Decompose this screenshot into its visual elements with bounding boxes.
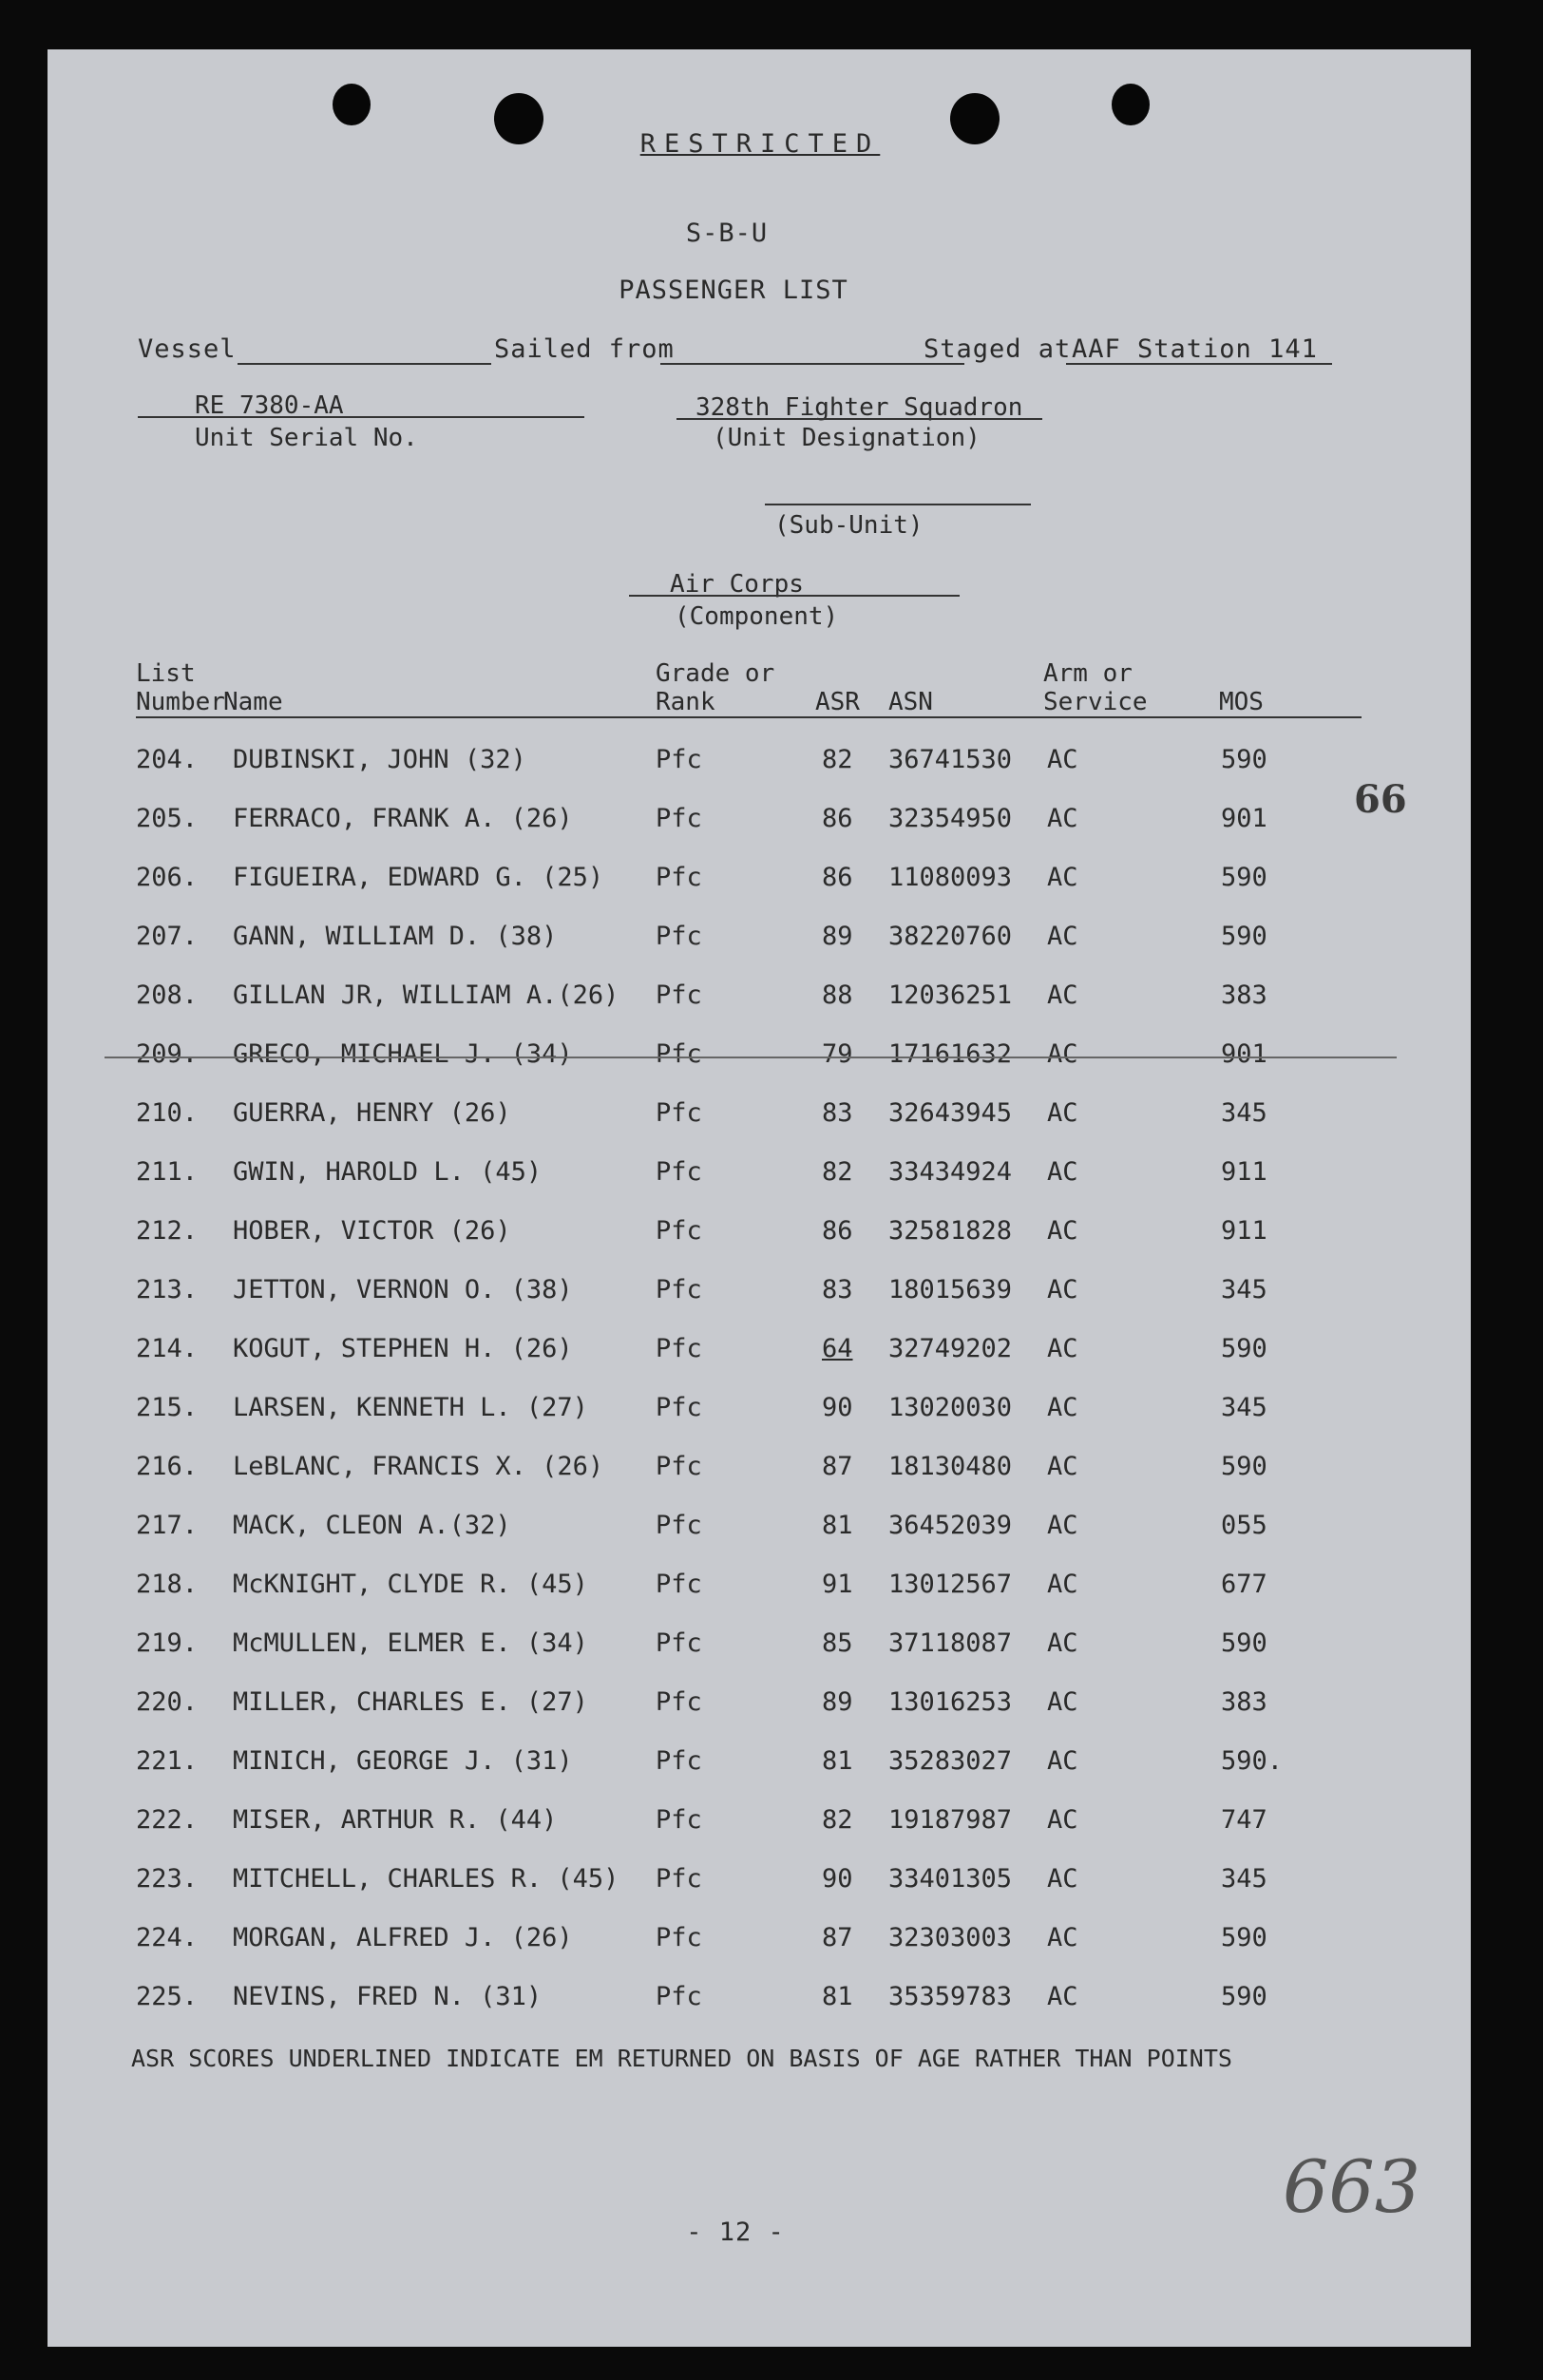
cell-mos: 383 — [1221, 981, 1267, 1010]
cell-asn: 13016253 — [888, 1687, 1013, 1717]
cell-passenger-name: GILLAN JR, WILLIAM A.(26) — [233, 981, 619, 1010]
cell-list-number: 207. — [136, 922, 199, 951]
cell-asr-score: 82 — [822, 745, 853, 774]
cell-list-number: 213. — [136, 1275, 199, 1304]
cell-arm-service: AC — [1047, 1098, 1078, 1128]
table-row — [48, 1746, 1471, 1784]
col-header-arm: Arm or Service — [1043, 659, 1148, 716]
cell-arm-service: AC — [1047, 922, 1078, 951]
cell-asn: 35359783 — [888, 1982, 1013, 2011]
cell-asn: 32581828 — [888, 1216, 1013, 1246]
table-row — [48, 745, 1471, 783]
cell-grade: Pfc — [656, 922, 702, 951]
table-row — [48, 1098, 1471, 1136]
cell-asn: 38220760 — [888, 922, 1013, 951]
cell-asr-score: 81 — [822, 1511, 853, 1540]
cell-arm-service: AC — [1047, 1746, 1078, 1776]
cell-list-number: 219. — [136, 1628, 199, 1658]
cell-arm-service: AC — [1047, 1628, 1078, 1658]
cell-passenger-name: JETTON, VERNON O. (38) — [233, 1275, 573, 1304]
cell-asn: 32643945 — [888, 1098, 1013, 1128]
col-header-asn: ASN — [888, 688, 933, 716]
cell-arm-service: AC — [1047, 1334, 1078, 1363]
cell-passenger-name: GANN, WILLIAM D. (38) — [233, 922, 558, 951]
cell-arm-service: AC — [1047, 1923, 1078, 1952]
cell-list-number: 217. — [136, 1511, 199, 1540]
table-row — [48, 1864, 1471, 1902]
table-row — [48, 1452, 1471, 1490]
cell-asr-score: 85 — [822, 1628, 853, 1658]
cell-grade: Pfc — [656, 1864, 702, 1894]
passenger-table — [48, 49, 1471, 2347]
document-code: S-B-U — [685, 219, 769, 248]
unit-serial-value: RE 7380-AA — [195, 391, 344, 420]
cell-mos: 677 — [1221, 1570, 1267, 1599]
cell-mos: 590 — [1221, 922, 1267, 951]
classification-heading: RESTRICTED — [639, 129, 881, 159]
cell-arm-service: AC — [1047, 1216, 1078, 1246]
cell-passenger-name: FIGUEIRA, EDWARD G. (25) — [233, 863, 604, 892]
cell-mos: 345 — [1221, 1275, 1267, 1304]
cell-asn: 13012567 — [888, 1570, 1013, 1599]
cell-list-number: 216. — [136, 1452, 199, 1481]
component-value: Air Corps — [670, 570, 804, 599]
cell-grade: Pfc — [656, 1452, 702, 1481]
cell-passenger-name: GWIN, HAROLD L. (45) — [233, 1157, 543, 1187]
cell-grade: Pfc — [656, 1982, 702, 2011]
cell-mos: 055 — [1221, 1511, 1267, 1540]
cell-arm-service: AC — [1047, 1511, 1078, 1540]
cell-asn: 33434924 — [888, 1157, 1013, 1187]
cell-asn: 11080093 — [888, 863, 1013, 892]
table-row — [48, 1334, 1471, 1372]
cell-grade: Pfc — [656, 1805, 702, 1835]
handwritten-note: 663 — [1283, 2144, 1421, 2229]
cell-passenger-name: GUERRA, HENRY (26) — [233, 1098, 511, 1128]
cell-mos: 590. — [1221, 1746, 1284, 1776]
cell-grade: Pfc — [656, 863, 702, 892]
staged-at-value: AAF Station 141 — [1072, 334, 1318, 364]
cell-mos: 345 — [1221, 1393, 1267, 1422]
cell-asr-score: 86 — [822, 1216, 853, 1246]
cell-passenger-name: MORGAN, ALFRED J. (26) — [233, 1923, 573, 1952]
cell-grade: Pfc — [656, 1216, 702, 1246]
cell-asr-score: 87 — [822, 1452, 853, 1481]
cell-asr-score: 81 — [822, 1746, 853, 1776]
cell-asn: 36741530 — [888, 745, 1013, 774]
cell-asn: 37118087 — [888, 1628, 1013, 1658]
cell-arm-service: AC — [1047, 1982, 1078, 2011]
cell-arm-service: AC — [1047, 1275, 1078, 1304]
cell-grade: Pfc — [656, 1334, 702, 1363]
vessel-label: Vessel — [138, 334, 237, 364]
cell-mos: 345 — [1221, 1864, 1267, 1894]
document-title: PASSENGER LIST — [619, 276, 848, 305]
cell-asr-score: 86 — [822, 804, 853, 833]
page-number: - 12 - — [686, 2218, 785, 2247]
table-row — [48, 1039, 1471, 1077]
cell-grade: Pfc — [656, 745, 702, 774]
table-row — [48, 1393, 1471, 1431]
cell-passenger-name: MITCHELL, CHARLES R. (45) — [233, 1864, 619, 1894]
unit-designation-label: (Unit Designation) — [713, 424, 981, 452]
cell-list-number: 215. — [136, 1393, 199, 1422]
cell-asn: 18130480 — [888, 1452, 1013, 1481]
cell-asn: 35283027 — [888, 1746, 1013, 1776]
col-header-asr: ASR — [815, 688, 860, 716]
col-header-list-number: List Number — [136, 659, 225, 716]
table-row — [48, 1923, 1471, 1961]
cell-asr-score: 91 — [822, 1570, 853, 1599]
cell-list-number: 221. — [136, 1746, 199, 1776]
cell-arm-service: AC — [1047, 1687, 1078, 1717]
table-row — [48, 1157, 1471, 1195]
cell-list-number: 205. — [136, 804, 199, 833]
cell-mos: 345 — [1221, 1098, 1267, 1128]
cell-mos: 747 — [1221, 1805, 1267, 1835]
cell-grade: Pfc — [656, 981, 702, 1010]
cell-asr-score: 79 — [822, 1039, 853, 1069]
cell-asr-score: 83 — [822, 1098, 853, 1128]
cell-grade: Pfc — [656, 804, 702, 833]
table-row — [48, 1511, 1471, 1549]
table-row — [48, 1687, 1471, 1725]
col-header-name: Name — [223, 688, 283, 716]
cell-passenger-name: HOBER, VICTOR (26) — [233, 1216, 511, 1246]
cell-asr-score: 64 — [822, 1334, 853, 1363]
cell-arm-service: AC — [1047, 981, 1078, 1010]
sub-unit-label: (Sub-Unit) — [774, 511, 924, 540]
cell-list-number: 218. — [136, 1570, 199, 1599]
cell-passenger-name: GRECO, MICHAEL J. (34) — [233, 1039, 573, 1069]
cell-arm-service: AC — [1047, 804, 1078, 833]
cell-grade: Pfc — [656, 1923, 702, 1952]
cell-mos: 383 — [1221, 1687, 1267, 1717]
cell-grade: Pfc — [656, 1511, 702, 1540]
cell-passenger-name: MACK, CLEON A.(32) — [233, 1511, 511, 1540]
cell-mos: 590 — [1221, 1982, 1267, 2011]
cell-grade: Pfc — [656, 1039, 702, 1069]
cell-arm-service: AC — [1047, 1570, 1078, 1599]
cell-asr-score: 86 — [822, 863, 853, 892]
cell-asr-score: 90 — [822, 1393, 853, 1422]
cell-asr-score: 89 — [822, 1687, 853, 1717]
table-row — [48, 981, 1471, 1019]
cell-arm-service: AC — [1047, 1157, 1078, 1187]
cell-list-number: 222. — [136, 1805, 199, 1835]
table-row — [48, 1216, 1471, 1254]
table-row — [48, 1628, 1471, 1666]
cell-mos: 911 — [1221, 1157, 1267, 1187]
unit-serial-label: Unit Serial No. — [195, 424, 418, 452]
cell-arm-service: AC — [1047, 1452, 1078, 1481]
cell-list-number: 224. — [136, 1923, 199, 1952]
cell-grade: Pfc — [656, 1570, 702, 1599]
cell-mos: 590 — [1221, 1923, 1267, 1952]
cell-arm-service: AC — [1047, 1039, 1078, 1069]
cell-passenger-name: MILLER, CHARLES E. (27) — [233, 1687, 588, 1717]
table-row — [48, 1805, 1471, 1843]
cell-passenger-name: KOGUT, STEPHEN H. (26) — [233, 1334, 573, 1363]
table-row — [48, 1570, 1471, 1608]
cell-list-number: 204. — [136, 745, 199, 774]
cell-arm-service: AC — [1047, 1864, 1078, 1894]
cell-list-number: 220. — [136, 1687, 199, 1717]
cell-grade: Pfc — [656, 1275, 702, 1304]
footnote: ASR SCORES UNDERLINED INDICATE EM RETURNED ON BASIS OF AGE RATHER THAN POINTS — [131, 2045, 1232, 2072]
margin-stamp: 66 — [1354, 777, 1407, 822]
col-header-grade: Grade or Rank — [656, 659, 775, 716]
cell-asr-score: 89 — [822, 922, 853, 951]
cell-asn: 36452039 — [888, 1511, 1013, 1540]
table-row — [48, 1982, 1471, 2020]
cell-list-number: 206. — [136, 863, 199, 892]
cell-passenger-name: FERRACO, FRANK A. (26) — [233, 804, 573, 833]
cell-list-number: 214. — [136, 1334, 199, 1363]
cell-asn: 12036251 — [888, 981, 1013, 1010]
cell-list-number: 225. — [136, 1982, 199, 2011]
cell-passenger-name: DUBINSKI, JOHN (32) — [233, 745, 526, 774]
sailed-from-label: Sailed from — [494, 334, 675, 364]
cell-list-number: 208. — [136, 981, 199, 1010]
cell-grade: Pfc — [656, 1098, 702, 1128]
table-row — [48, 1275, 1471, 1313]
cell-passenger-name: MISER, ARTHUR R. (44) — [233, 1805, 558, 1835]
cell-asn: 17161632 — [888, 1039, 1013, 1069]
cell-mos: 901 — [1221, 1039, 1267, 1069]
cell-asn: 19187987 — [888, 1805, 1013, 1835]
cell-mos: 590 — [1221, 1334, 1267, 1363]
cell-asr-score: 83 — [822, 1275, 853, 1304]
cell-asn: 33401305 — [888, 1864, 1013, 1894]
cell-asn: 32303003 — [888, 1923, 1013, 1952]
cell-arm-service: AC — [1047, 1393, 1078, 1422]
table-row — [48, 922, 1471, 960]
cell-arm-service: AC — [1047, 1805, 1078, 1835]
strike-through-line — [105, 1057, 1397, 1058]
unit-designation-value: 328th Fighter Squadron — [695, 393, 1023, 422]
cell-passenger-name: McMULLEN, ELMER E. (34) — [233, 1628, 588, 1658]
cell-grade: Pfc — [656, 1393, 702, 1422]
document-page — [48, 49, 1471, 2347]
cell-grade: Pfc — [656, 1746, 702, 1776]
cell-list-number: 210. — [136, 1098, 199, 1128]
cell-mos: 911 — [1221, 1216, 1267, 1246]
table-row — [48, 804, 1471, 842]
table-row — [48, 863, 1471, 901]
cell-asr-score: 82 — [822, 1805, 853, 1835]
cell-arm-service: AC — [1047, 863, 1078, 892]
cell-grade: Pfc — [656, 1157, 702, 1187]
cell-passenger-name: NEVINS, FRED N. (31) — [233, 1982, 543, 2011]
component-label: (Component) — [675, 602, 839, 631]
cell-asn: 18015639 — [888, 1275, 1013, 1304]
cell-asr-score: 82 — [822, 1157, 853, 1187]
cell-asr-score: 81 — [822, 1982, 853, 2011]
cell-asr-score: 87 — [822, 1923, 853, 1952]
cell-asn: 32749202 — [888, 1334, 1013, 1363]
cell-arm-service: AC — [1047, 745, 1078, 774]
cell-mos: 590 — [1221, 863, 1267, 892]
cell-mos: 590 — [1221, 1628, 1267, 1658]
cell-grade: Pfc — [656, 1628, 702, 1658]
cell-asn: 13020030 — [888, 1393, 1013, 1422]
cell-list-number: 212. — [136, 1216, 199, 1246]
cell-list-number: 211. — [136, 1157, 199, 1187]
cell-asr-score: 90 — [822, 1864, 853, 1894]
col-header-mos: MOS — [1219, 688, 1264, 716]
cell-grade: Pfc — [656, 1687, 702, 1717]
cell-passenger-name: LARSEN, KENNETH L. (27) — [233, 1393, 588, 1422]
cell-mos: 590 — [1221, 745, 1267, 774]
cell-passenger-name: MINICH, GEORGE J. (31) — [233, 1746, 573, 1776]
cell-passenger-name: LeBLANC, FRANCIS X. (26) — [233, 1452, 604, 1481]
cell-asr-score: 88 — [822, 981, 853, 1010]
cell-list-number: 223. — [136, 1864, 199, 1894]
cell-mos: 590 — [1221, 1452, 1267, 1481]
cell-list-number: 209. — [136, 1039, 199, 1069]
cell-mos: 901 — [1221, 804, 1267, 833]
staged-at-label: Staged at — [924, 334, 1072, 364]
cell-asn: 32354950 — [888, 804, 1013, 833]
cell-passenger-name: McKNIGHT, CLYDE R. (45) — [233, 1570, 588, 1599]
